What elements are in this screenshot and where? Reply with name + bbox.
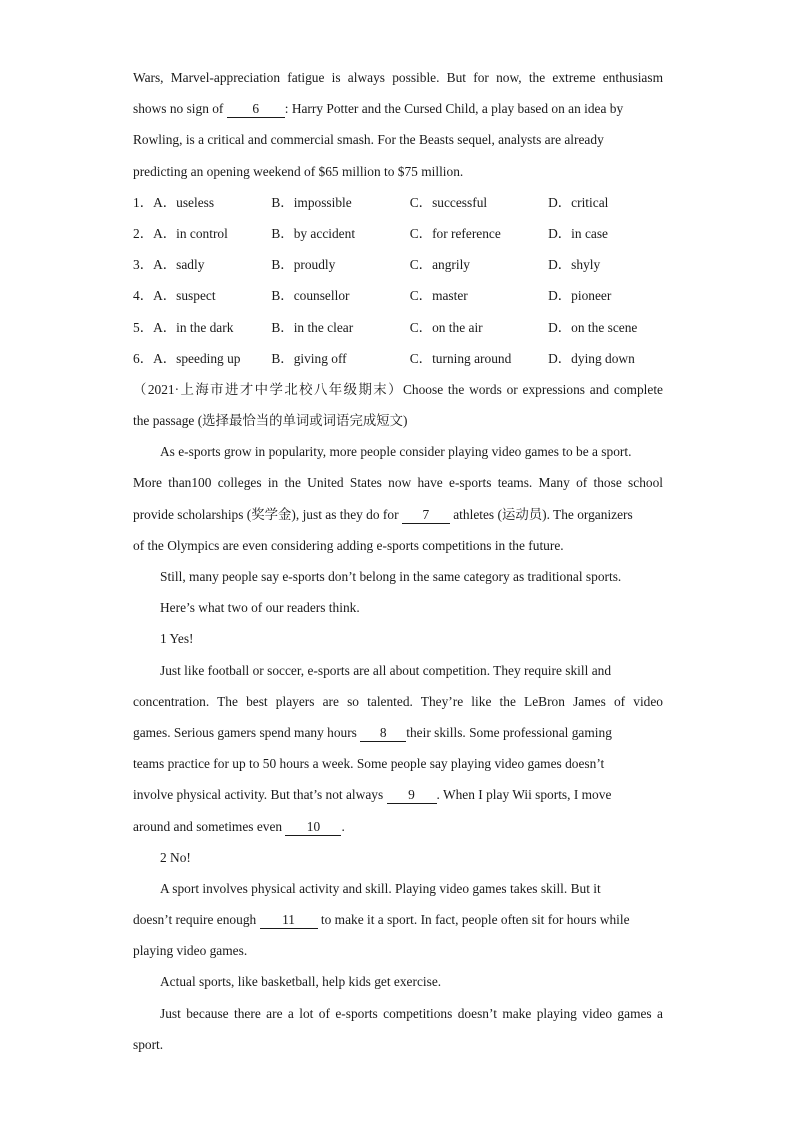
passage-line: As e-sports grow in popularity, more people consider playing video games to be a sport. [160,444,632,460]
text-segment: their skills. Some professional gaming [406,724,612,740]
passage-line: teams practice for up to 50 hours a week. Some people say playing video games doesn’t [133,756,605,772]
passage-line: Here’s what two of our readers think. [160,600,360,616]
option-row-1 [133,187,663,218]
passage-line: of the Olympics are even considering adding e-sports competitions in the future. [133,537,564,553]
passage-line [133,499,663,530]
passage-line [133,93,663,124]
text-segment: doesn’t require enough [133,912,260,928]
text-segment: . When I play Wii sports, I move [436,787,612,803]
passage-line: sport. [133,1036,164,1052]
option: C．successful [409,194,488,210]
passage-line: predicting an opening weekend of $65 million to $75 million. [133,163,464,179]
text-segment: around and sometimes even [133,818,286,834]
option: B．impossible [271,194,352,210]
blank-11: 11 [260,912,318,929]
opinion-title-no: 2 No! [160,849,191,865]
passage-line [133,717,663,748]
passage-line: Just like football or soccer, e-sports are all about competition. They require skill and [160,662,612,678]
option-row-4 [133,280,663,311]
option: 3．A．sadly [133,257,205,273]
option: 4．A．suspect [133,288,216,304]
option: 6．A．speeding up [133,350,241,366]
text-segment: involve physical activity. But that’s not always [133,787,387,803]
option-row-5 [133,312,663,343]
blank-9: 9 [387,787,437,804]
text-segment: : Harry Potter and the Cursed Child, a play based on an idea by [284,101,624,117]
passage-line: Wars, Marvel-appreciation fatigue is always possible. But for now, the extreme enthusiasm [133,70,663,85]
text-segment: to make it a sport. In fact, people often sit for hours while [317,912,630,928]
option: D．shyly [548,257,601,273]
option: D．on the scene [548,319,638,335]
text-segment: games. Serious gamers spend many hours [133,724,361,740]
passage-line: Just because there are a lot of e-sports competitions doesn’t make playing video games a [160,1005,663,1021]
passage-line [133,779,663,810]
option: D．in case [548,225,608,241]
option-row-2 [133,218,663,249]
passage-line: A sport involves physical activity and skill. Playing video games takes skill. But it [160,880,601,896]
option: C．turning around [409,350,512,366]
option: B．proudly [271,257,336,273]
option: C．angrily [409,257,471,273]
text-segment: athletes (运动员). The organizers [449,506,633,522]
blank-6: 6 [227,101,285,118]
option: B．by accident [271,225,356,241]
options-list [133,187,663,374]
option: C．for reference [409,225,501,241]
passage-line [133,904,663,935]
document-page [133,62,663,1060]
passage-line: Still, many people say e-sports don’t belong in the same category as traditional sports. [160,569,622,584]
option: B．counsellor [271,288,350,304]
option: B．giving off [271,350,347,366]
blank-10: 10 [285,819,341,836]
passage-line: Actual sports, like basketball, help kids get exercise. [160,974,442,990]
passage-line: More than100 colleges in the United States now have e-sports teams. Many of those school [133,475,663,491]
option: 2．A．in control [133,225,228,241]
passage-line [133,811,663,842]
section-heading: the passage (选择最恰当的单词或词语完成短文) [133,413,408,429]
option: C．master [409,288,468,304]
text-segment: . [341,818,345,834]
passage-line: concentration. The best players are so talented. They’re like the LeBron James of video [133,693,663,709]
option-row-3 [133,249,663,280]
section-heading: （2021·上海市进才中学北校八年级期末）Choose the words or expressions and complete [133,381,663,397]
blank-7: 7 [402,507,450,524]
option: 1．A．useless [133,194,215,210]
option: 5．A．in the dark [133,319,234,335]
option: D．critical [548,194,609,210]
option-row-6 [133,343,663,374]
passage-line: playing video games. [133,943,248,959]
option: C．on the air [409,319,483,335]
option: D．pioneer [548,288,612,304]
text-segment: shows no sign of [133,101,227,117]
passage-line: Rowling, is a critical and commercial smash. For the Beasts sequel, analysts are already [133,132,604,148]
text-segment: provide scholarships (奖学金), just as they do for [133,506,402,522]
opinion-title-yes: 1 Yes! [160,631,194,647]
option: B．in the clear [271,319,354,335]
blank-8: 8 [360,725,406,742]
option: D．dying down [548,350,635,366]
